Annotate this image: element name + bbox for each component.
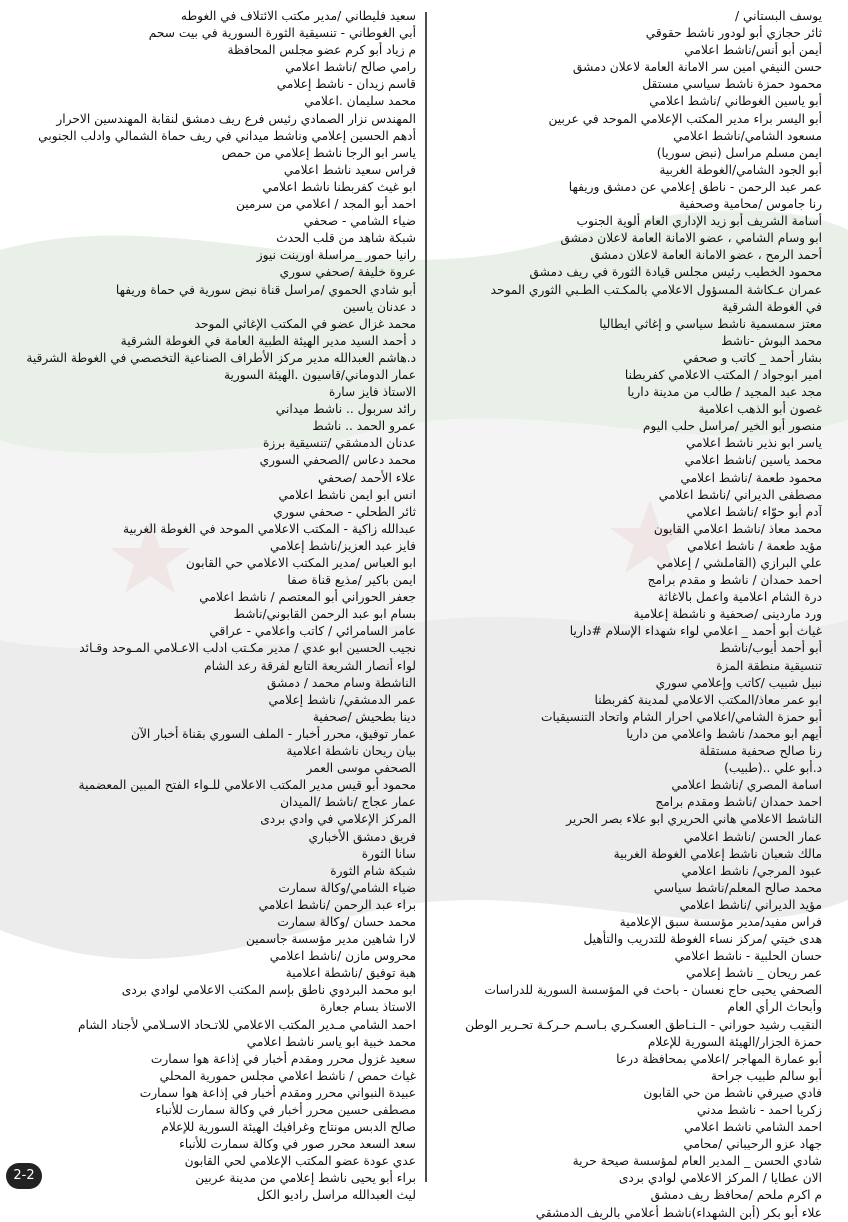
list-item: ياسر ابو الرجا ناشط إعلامي من حمص bbox=[221, 145, 416, 160]
list-item: المهندس نزار الصمادي رئيس فرع ريف دمشق لنقابة المهندسين الاحرار bbox=[56, 111, 416, 126]
list-item: محمود الخطيب رئيس مجلس قيادة الثورة في ريف دمشق bbox=[529, 265, 822, 280]
list-item: الصحفي موسى العمر bbox=[306, 761, 416, 776]
list-item: مؤيد الديراني /ناشط اعلامي bbox=[679, 897, 822, 912]
list-item: رائد سربول .. ناشط ميداني bbox=[275, 402, 416, 417]
list-item: عبود المرجي/ ناشط اعلامي bbox=[681, 863, 822, 878]
list-item: أحمد الرمح ، عضو الامانة العامة لاعلان دمشق bbox=[590, 248, 822, 263]
list-item: محمد خبية ابو ياسر ناشط اعلامي bbox=[246, 1034, 416, 1049]
list-item: أبو سالم طبيب جراحة bbox=[710, 1068, 822, 1083]
list-item: الناشط الاعلامي هاني الحريري ابو علاء بصر الحرير bbox=[566, 812, 822, 827]
list-item: الان عطايا / المركز الاعلامي لوادي بردى bbox=[618, 1171, 822, 1186]
list-item: علي البرازي (القاملشي / إعلامي bbox=[656, 556, 822, 570]
list-item: م اكرم ملحم /محافظ ريف دمشق bbox=[650, 1188, 822, 1203]
list-item: ابو وسام الشامي ، عضو الامانة العامة لاعلان دمشق bbox=[560, 231, 822, 246]
list-item: زكريا احمد - ناشط مدني bbox=[696, 1103, 822, 1117]
list-item: محمد البوش -ناشط bbox=[721, 333, 822, 348]
list-item: عروة خليفة /صحفي سوري bbox=[279, 265, 416, 280]
list-item: امير ابوجواد / المكتب الاعلامي كفربطنا bbox=[624, 367, 822, 382]
names-column-left bbox=[24, 8, 416, 1205]
list-item: لارا شاهين مدير مؤسسة جاسمين bbox=[246, 932, 416, 947]
list-item: عدي عودة عضو المكتب الإعلامي لحي القابون bbox=[184, 1154, 416, 1169]
list-item: عمرو الحمد .. ناشط bbox=[312, 419, 416, 434]
list-item: بشار أحمد _ كاتب و صحفي bbox=[683, 350, 822, 365]
list-item: محمد حسان /وكالة سمارت bbox=[277, 914, 416, 929]
list-item: أبو اليسر براء مدير المكتب الإعلامي الموحد في عربين bbox=[548, 111, 822, 126]
list-item: شبكة شاهد من قلب الحدث bbox=[276, 231, 416, 246]
list-item: عبيدة النبواني محرر ومقدم أخبار في إذاعة هوا سمارت bbox=[139, 1085, 416, 1100]
column-divider bbox=[425, 12, 427, 1182]
list-item: ابو عمر معاذ/المكتب الاعلامي لمدينة كفربطنا bbox=[594, 692, 822, 707]
list-item: أبو حمزة الشامي/اعلامي احرار الشام واتحاد التنسيقيات bbox=[541, 709, 822, 724]
list-item: احمد حمدان / ناشط و مقدم برامج bbox=[647, 573, 822, 588]
list-item: محمد دعاس /الصحفي السوري bbox=[259, 453, 416, 468]
list-item: عبدالله زاكية - المكتب الاعلامي الموحد في الغوطة الغربية bbox=[123, 521, 416, 536]
list-item: الاستاذ بسام جعارة bbox=[319, 1000, 416, 1015]
list-item: الصحفي يحيى حاج نعسان - باحث في المؤسسة السورية للدراسات bbox=[484, 983, 822, 998]
list-item: حمزة الجزار/الهيئة السورية للإعلام bbox=[647, 1034, 822, 1049]
list-item: شبكة شام الثورة bbox=[330, 863, 416, 878]
list-item: سانا الثورة bbox=[361, 846, 416, 861]
list-item: م زياد أبو كرم عضو مجلس المحافظة bbox=[227, 43, 416, 58]
list-item: عامر السامرائي / كاتب واعلامي - عراقي bbox=[209, 624, 416, 639]
list-item: احمد أبو المجد / اعلامي من سرمين bbox=[235, 197, 416, 212]
list-item: بسام ابو عبد الرحمن القابوني/ناشط bbox=[233, 607, 416, 622]
list-item: تنسيقية منطقة المزة bbox=[716, 658, 822, 673]
list-item: د.أبو علي ..(طبيب) bbox=[724, 761, 822, 776]
list-item: مصطفى الديراني /ناشط اعلامي bbox=[658, 487, 822, 502]
list-item: فراس سعيد ناشط اعلامي bbox=[283, 162, 416, 177]
list-item: محمد ياسين /ناشط اعلامي bbox=[684, 453, 822, 468]
list-item: منصور أبو الخير /مراسل حلب اليوم bbox=[642, 419, 822, 434]
list-item: دينا بطحيش /صحفية bbox=[312, 709, 416, 724]
list-item: أيهم ابو محمد/ ناشط واعلامي من داريا bbox=[626, 726, 822, 741]
list-item: غياث أبو أحمد _ اعلامي لواء شهداء الإسلام #داريا bbox=[569, 624, 822, 639]
list-item: عمر الدمشقي/ ناشط إعلامي bbox=[268, 692, 416, 707]
list-item: محمد سليمان .اعلامي bbox=[304, 94, 416, 109]
list-item: ثائر الطحلي - صحفي سوري bbox=[273, 504, 416, 519]
list-item: محمود أبو قيس مدير المكتب الاعلامي للـواء الفتح المبين المعضمية bbox=[78, 778, 416, 793]
list-item: رانيا حمور _مراسلة اورينت نيوز bbox=[256, 248, 416, 263]
list-item: آدم أبو حوّاء /ناشط اعلامي bbox=[686, 504, 822, 519]
list-item: ابو العباس /مدير المكتب الاعلامي حي القابون bbox=[185, 556, 416, 570]
list-item: يوسف البستاني / bbox=[735, 9, 822, 23]
list-item: محروس مازن /ناشط اعلامي bbox=[269, 949, 416, 964]
list-item: غصون أبو الذهب اعلامية bbox=[698, 402, 822, 417]
list-item: ياسر ابو نذير ناشط اعلامي bbox=[685, 436, 822, 451]
list-item: د.هاشم العبدالله مدير مركز الأطراف الصناعية التخصصي في الغوطة الشرقية bbox=[26, 350, 416, 365]
list-item: براء أبو يحيى ناشط إعلامي من مدينة عربين bbox=[195, 1171, 416, 1186]
list-item: ثائر حجازي أبو لودور ناشط حقوقي bbox=[645, 26, 822, 41]
list-item: وأبحاث الرأي العام bbox=[727, 1000, 822, 1015]
list-item: الناشطة وسام محمد / دمشق bbox=[266, 675, 416, 690]
list-item: عمر ريحان _ ناشط إعلامي bbox=[686, 966, 822, 981]
list-item: احمد الشامي مـدير المكتب الاعلامي للاتـحاد الاسـلامي لأجناد الشام bbox=[78, 1017, 416, 1032]
list-item: رنا صالح صحفية مستقلة bbox=[699, 744, 822, 759]
list-item: النقيب رشيد حوراني - الـنـاطق العسكـري بـاسـم حـركـة تحـرير الوطن bbox=[465, 1017, 822, 1032]
list-item: عمار عجاج /ناشط /الميدان bbox=[280, 795, 416, 810]
list-item: براء عبد الرحمن /ناشط اعلامي bbox=[258, 897, 416, 912]
list-item: المركز الإعلامي في وادي بردى bbox=[260, 812, 416, 827]
list-item: نبيل شبيب /كاتب وإعلامي سوري bbox=[655, 675, 822, 690]
list-item: أسامة الشريف أبو زيد الإداري العام ألوية الجنوب bbox=[576, 214, 822, 229]
list-item: بيان ريحان ناشطة اعلامية bbox=[286, 744, 416, 759]
list-item: ضياء الشامي - صحفي bbox=[303, 214, 416, 229]
list-item: أبو شادي الحموي /مراسل قناة نبض سورية في حماة وريفها bbox=[115, 282, 416, 297]
list-item: مالك شعبان ناشط إعلامي الغوطة الغربية bbox=[613, 846, 822, 861]
list-item: محمود طعمة /ناشط اعلامي bbox=[680, 470, 822, 485]
list-item: أبو ياسين الغوطاني /ناشط اعلامي bbox=[649, 94, 822, 109]
list-item: غياث حمص / ناشط اعلامي مجلس حمورية المحلي bbox=[159, 1068, 416, 1083]
list-item: حسان الحلبية - ناشط اعلامي bbox=[674, 949, 822, 964]
list-item: أبو الجود الشامي/الغوطة الغربية bbox=[659, 162, 822, 177]
list-item: مصطفى حسين محرر أخبار في وكالة سمارت للأنباء bbox=[155, 1103, 416, 1117]
list-item: معتز سمسمية ناشط سياسي و إغاثي ايطاليا bbox=[599, 316, 822, 331]
list-item: جعفر الحوراني أبو المعتصم / ناشط اعلامي bbox=[199, 590, 416, 605]
list-item: عمار الحسن /ناشط اعلامي bbox=[683, 829, 822, 844]
list-item: في الغوطة الشرقية bbox=[722, 299, 822, 314]
list-item: محمد صالح المعلم/ناشط سياسي bbox=[653, 880, 822, 895]
list-item: احمد حمدان /ناشط ومقدم برامج bbox=[655, 795, 822, 810]
list-item: درة الشام اعلامية واعمل بالاغاثة bbox=[658, 590, 822, 605]
list-item: ايمن مسلم مراسل (نبض سوريا) bbox=[656, 145, 822, 160]
list-item: عمار الدوماني/قاسيون .الهيئة السورية bbox=[223, 367, 416, 382]
list-item: محمود حمزة ناشط سياسي مستقل bbox=[642, 77, 822, 92]
list-item: انس ابو ايمن ناشط اعلامي bbox=[278, 487, 416, 502]
list-item: احمد الشامي ناشط اعلامي bbox=[684, 1120, 822, 1135]
list-item: عمران عـكاشة المسؤول الاعلامي بالمكـتب الطـبي الثوري الموحد bbox=[490, 282, 822, 297]
list-item: علاء الأحمد /صحفي bbox=[318, 470, 416, 485]
page-number-badge: 2-2 bbox=[6, 1163, 42, 1189]
list-item: شادي الحسن _ المدير العام لمؤسسة صيحة حرية bbox=[572, 1154, 822, 1169]
list-item: أدهم الحسين إعلامي وناشط ميداني في ريف حماة الشمالي وادلب الجنوبي bbox=[38, 128, 416, 143]
list-item: محمد معاذ /ناشط اعلامي القابون bbox=[653, 521, 822, 536]
list-item: عمار توفيق، محرر أخبار - الملف السوري بقناة أخبار الآن bbox=[131, 726, 416, 741]
list-item: ابو محمد البردوي ناطق بإسم المكتب الاعلامي لوادي بردى bbox=[121, 983, 416, 998]
list-item: نجيب الحسين ابو عدي / مدير مكـتب ادلب الاعـلامي المـوحد وقـائد bbox=[79, 641, 416, 656]
list-item: محمد غزال عضو في المكتب الإغاثي الموحد bbox=[194, 316, 416, 331]
list-item: عدنان الدمشقي /تنسيقية برزة bbox=[262, 436, 416, 451]
list-item: ابو غيث كفربطنا ناشط اعلامي bbox=[262, 179, 416, 194]
list-item: هدى خيتي /مركز نساء الغوطة للتدريب والتأهيل bbox=[583, 932, 822, 947]
list-item: حسن النيفي امين سر الامانة العامة لاعلان دمشق bbox=[572, 60, 822, 75]
list-item: اسامة المصري /ناشط اعلامي bbox=[671, 778, 822, 793]
list-item: ورد ماردينى /صحفية و ناشطة إعلامية bbox=[633, 607, 822, 622]
list-item: أبو عمارة المهاجر /اعلامي بمحافظة درعا bbox=[616, 1051, 822, 1066]
list-item: ايمن باكير /مذيع قناة صفا bbox=[287, 573, 416, 588]
list-item: فادي صيرفي ناشط من حي القابون bbox=[643, 1085, 822, 1100]
list-item: فايز عبد العزيز/ناشط إعلامي bbox=[269, 538, 416, 553]
list-item: د عدنان ياسين bbox=[342, 299, 416, 314]
list-item: الاستاذ فايز سارة bbox=[329, 385, 416, 400]
list-item: فراس مفيد/مدير مؤسسة سبق الإعلامية bbox=[619, 914, 822, 929]
list-item: أبي الغوطاني - تنسيقية الثورة السورية في بيت سحم bbox=[148, 26, 416, 41]
list-item: د أحمد السيد مدير الهيئة الطبية العامة في الغوطة الشرقية bbox=[120, 333, 416, 348]
list-item: أبو أحمد أيوب/ناشط bbox=[719, 641, 822, 656]
list-item: مجد عبد المجيد / طالب من مدينة داريا bbox=[627, 385, 822, 400]
list-item: مؤيد طعمة / ناشط اعلامي bbox=[687, 538, 822, 553]
list-item: أيمن أبو أنس/ناشط اعلامي bbox=[684, 43, 822, 58]
list-item: جهاد عزو الرحيباني /محامي bbox=[683, 1137, 822, 1152]
list-item: سعد السعد محرر صور في وكالة سمارت للأنباء bbox=[179, 1137, 416, 1152]
list-item: مسعود الشامي/ناشط اعلامي bbox=[673, 128, 822, 143]
list-item: رامي صالح /ناشط اعلامي bbox=[285, 60, 416, 75]
list-item: عمر عبد الرحمن - ناطق إعلامي عن دمشق وريفها bbox=[568, 179, 822, 194]
list-item: لواء أنصار الشريعة التابع لفرقة رعد الشام bbox=[204, 658, 416, 673]
list-item: ليث العبدالله مراسل راديو الكل bbox=[256, 1188, 416, 1203]
list-item: صالح الدبس مونتاج وغرافيك الهيئة السورية للإعلام bbox=[161, 1120, 416, 1135]
list-item: علاء أبو بكر (أبن الشهداء)ناشط أعلامي بالريف الدمشقي bbox=[535, 1205, 822, 1220]
list-item: هبة توفيق /ناشطة اعلامية bbox=[285, 966, 416, 981]
names-column-right bbox=[436, 8, 822, 1222]
list-item: رنا جاموس /محامية وصحفية bbox=[679, 197, 822, 212]
list-item: فريق دمشق الأخباري bbox=[308, 829, 416, 844]
list-item: سعيد فليطاني /مدير مكتب الائتلاف في الغوطه bbox=[180, 9, 416, 23]
list-item: ضياء الشامي/وكالة سمارت bbox=[278, 880, 416, 895]
list-item: سعيد غزول محرر ومقدم أخبار في إذاعة هوا سمارت bbox=[150, 1051, 416, 1066]
list-item: قاسم زيدان - ناشط إعلامي bbox=[276, 77, 416, 92]
